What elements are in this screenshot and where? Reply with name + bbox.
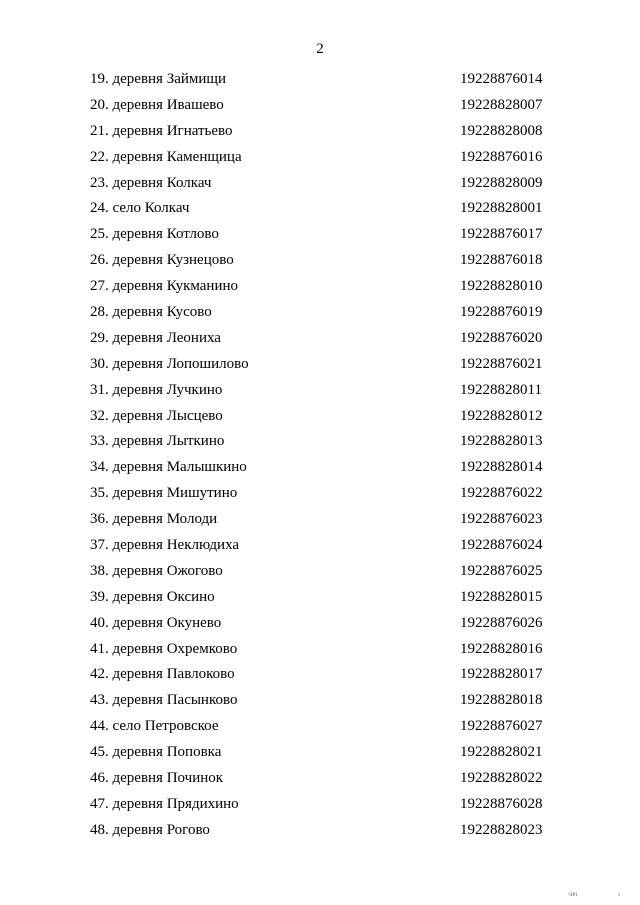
footer-mark-text: \\IP1 — [568, 893, 578, 898]
list-item — [0, 664, 640, 690]
settlement-name: 45. деревня Поповка — [90, 744, 222, 761]
settlement-name: 27. деревня Кукманино — [90, 278, 239, 295]
settlement-code: 19228828015 — [460, 588, 543, 605]
settlement-name: 46. деревня Починок — [90, 770, 224, 787]
settlement-list — [0, 69, 640, 846]
settlement-name: 32. деревня Лысцево — [90, 407, 223, 424]
settlement-code: 19228876014 — [460, 71, 543, 87]
list-item — [0, 768, 640, 794]
list-item — [0, 457, 640, 483]
list-item — [0, 276, 640, 302]
list-item — [0, 328, 640, 354]
settlement-name: 30. деревня Лопошилово — [90, 355, 249, 372]
settlement-code: 19228876021 — [460, 355, 543, 372]
list-item — [0, 380, 640, 406]
list-item — [0, 483, 640, 509]
list-item — [0, 406, 640, 432]
list-item — [0, 224, 640, 250]
settlement-code: 19228876022 — [460, 485, 543, 502]
settlement-code: 19228828007 — [460, 96, 543, 113]
list-item — [0, 302, 640, 328]
list-item — [0, 535, 640, 561]
settlement-name: 25. деревня Котлово — [90, 226, 219, 243]
settlement-name: 26. деревня Кузнецово — [90, 252, 234, 269]
footer-mark — [568, 893, 620, 899]
list-item — [0, 354, 640, 380]
settlement-name: 29. деревня Леониха — [90, 329, 221, 346]
settlement-name: 31. деревня Лучкино — [90, 381, 223, 398]
list-item — [0, 794, 640, 820]
settlement-code: 19228828014 — [460, 459, 543, 476]
settlement-code: 19228876023 — [460, 511, 543, 528]
settlement-name: 39. деревня Оксино — [90, 588, 215, 605]
settlement-name: 48. деревня Рогово — [90, 821, 210, 838]
settlement-code: 19228828018 — [460, 692, 543, 709]
settlement-code: 19228828008 — [460, 122, 543, 139]
settlement-name: 23. деревня Колкач — [90, 174, 212, 191]
settlement-name: 34. деревня Малышкино — [90, 459, 247, 476]
settlement-code: 19228876016 — [460, 148, 543, 165]
settlement-code: 19228828011 — [460, 381, 542, 398]
settlement-code: 19228828016 — [460, 640, 543, 657]
settlement-code: 19228876018 — [460, 252, 543, 269]
settlement-name: 43. деревня Пасынково — [90, 692, 238, 709]
settlement-name: 37. деревня Неклюдиха — [90, 537, 240, 554]
settlement-code: 19228828023 — [460, 821, 543, 838]
settlement-name: 22. деревня Каменщица — [90, 148, 242, 165]
footer-tick: 1 — [617, 893, 621, 898]
settlement-code: 19228876020 — [460, 329, 543, 346]
list-item — [0, 690, 640, 716]
settlement-name: 20. деревня Ивашево — [90, 96, 224, 113]
settlement-code: 19228828017 — [460, 666, 543, 683]
settlement-name: 28. деревня Кусово — [90, 304, 212, 321]
settlement-name: 21. деревня Игнатьево — [90, 122, 233, 139]
settlement-name: 19. деревня Займищи — [90, 71, 227, 87]
list-item — [0, 639, 640, 665]
settlement-code: 19228828012 — [460, 407, 543, 424]
settlement-code: 19228828021 — [460, 744, 543, 761]
settlement-code: 19228876017 — [460, 226, 543, 243]
list-item — [0, 587, 640, 613]
list-item — [0, 121, 640, 147]
list-item — [0, 431, 640, 457]
settlement-name: 40. деревня Окунево — [90, 614, 222, 631]
settlement-name: 47. деревня Прядихино — [90, 795, 239, 812]
list-item — [0, 198, 640, 224]
list-item — [0, 95, 640, 121]
settlement-code: 19228876026 — [460, 614, 543, 631]
page-number: 2 — [316, 41, 324, 57]
settlement-code: 19228828022 — [460, 770, 543, 787]
list-item — [0, 716, 640, 742]
settlement-name: 38. деревня Ожогово — [90, 562, 223, 579]
list-item — [0, 613, 640, 639]
list-item — [0, 509, 640, 535]
list-item — [0, 250, 640, 276]
settlement-code: 19228828013 — [460, 433, 543, 450]
settlement-code: 19228876024 — [460, 537, 543, 554]
list-item — [0, 561, 640, 587]
settlement-code: 19228876025 — [460, 562, 543, 579]
settlement-code: 19228828010 — [460, 278, 543, 295]
settlement-name: 44. село Петровское — [90, 718, 219, 735]
settlement-code: 19228876019 — [460, 304, 543, 321]
settlement-name: 24. село Колкач — [90, 200, 190, 217]
settlement-name: 35. деревня Мишутино — [90, 485, 238, 502]
settlement-name: 33. деревня Лыткино — [90, 433, 225, 450]
settlement-name: 42. деревня Павлоково — [90, 666, 235, 683]
list-item — [0, 69, 640, 95]
list-item — [0, 742, 640, 768]
list-item — [0, 147, 640, 173]
settlement-code: 19228876027 — [460, 718, 543, 735]
settlement-code: 19228828009 — [460, 174, 543, 191]
settlement-name: 36. деревня Молоди — [90, 511, 218, 528]
settlement-code: 19228828001 — [460, 200, 543, 217]
list-item — [0, 820, 640, 846]
list-item — [0, 173, 640, 199]
settlement-code: 19228876028 — [460, 795, 543, 812]
settlement-name: 41. деревня Охремково — [90, 640, 238, 657]
